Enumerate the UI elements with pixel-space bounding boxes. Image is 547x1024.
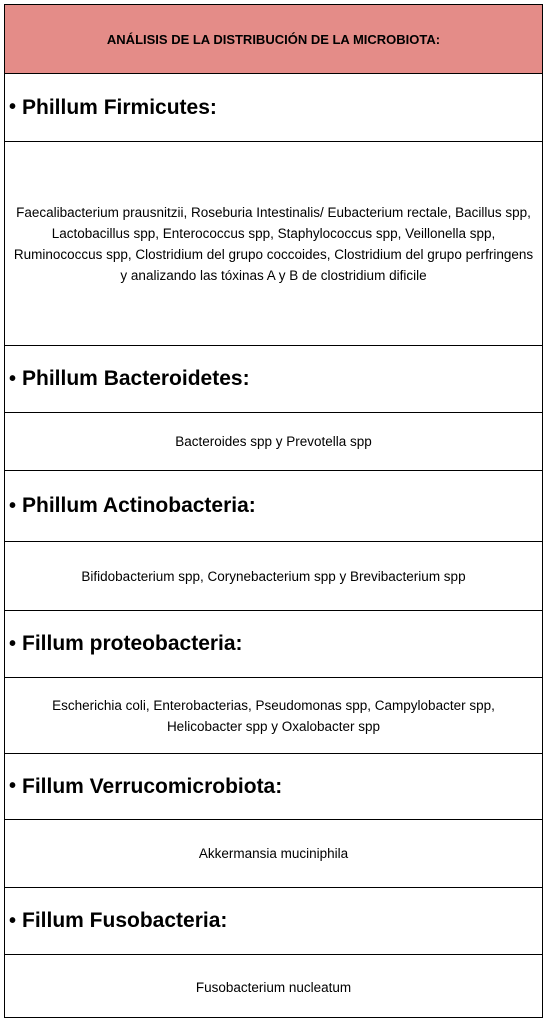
bullet-icon: •	[9, 632, 17, 655]
phylum-heading-proteobacteria	[5, 611, 542, 678]
species-text: Akkermansia muciniphila	[198, 846, 349, 861]
species-text: Bifidobacterium spp, Corynebacterium spp y Brevibacterium spp	[81, 568, 466, 584]
phylum-name: Fillum proteobacteria:	[22, 632, 243, 655]
species-list-fusobacteria	[5, 955, 542, 1019]
species-text: Bacteroides spp y Prevotella spp	[175, 434, 372, 449]
phylum-heading-bacteroidetes	[5, 346, 542, 413]
species-list-proteobacteria	[5, 678, 542, 754]
phylum-name: Phillum Bacteroidetes:	[22, 367, 250, 390]
phylum-name: Fillum Verrucomicrobiota:	[22, 774, 283, 798]
species-list-verrucomicrobiota	[5, 820, 542, 888]
header-title: ANÁLISIS DE LA DISTRIBUCIÓN DE LA MICROBIOTA:	[106, 31, 441, 47]
phylum-heading-firmicutes	[5, 74, 542, 142]
species-text: Faecalibacterium prausnitzii, Roseburia Intestinalis/ Eubacterium rectale, Bacillus spp, Lactobacillus spp, Enterococcus spp, Staphylococcus spp, Veillonella spp, Ruminococcus spp, Clostridium del grupo coccoides, Clostridium del grupo perfringens y analizando las tóxinas A y B de clostridium dificile	[13, 204, 534, 283]
species-list-bacteroidetes	[5, 413, 542, 471]
phylum-name: Fillum Fusobacteria:	[22, 909, 228, 932]
species-list-actinobacteria	[5, 542, 542, 611]
phylum-heading-fusobacteria	[5, 888, 542, 955]
phylum-name: Phillum Actinobacteria:	[22, 494, 256, 517]
bullet-icon: •	[9, 367, 17, 390]
phylum-name: Phillum Firmicutes:	[22, 95, 217, 119]
bullet-icon: •	[9, 775, 17, 797]
table-header	[5, 5, 542, 74]
bullet-icon: •	[9, 96, 17, 118]
phylum-heading-actinobacteria	[5, 471, 542, 542]
bullet-icon: •	[9, 909, 17, 932]
species-text: Fusobacterium nucleatum	[195, 979, 352, 995]
phylum-heading-verrucomicrobiota	[5, 754, 542, 820]
microbiota-table	[4, 4, 543, 1018]
species-list-firmicutes	[5, 142, 542, 346]
species-text: Escherichia coli, Enterobacterias, Pseudomonas spp, Campylobacter spp, Helicobacter spp y Oxalobacter spp	[52, 697, 495, 734]
bullet-icon: •	[9, 494, 17, 517]
